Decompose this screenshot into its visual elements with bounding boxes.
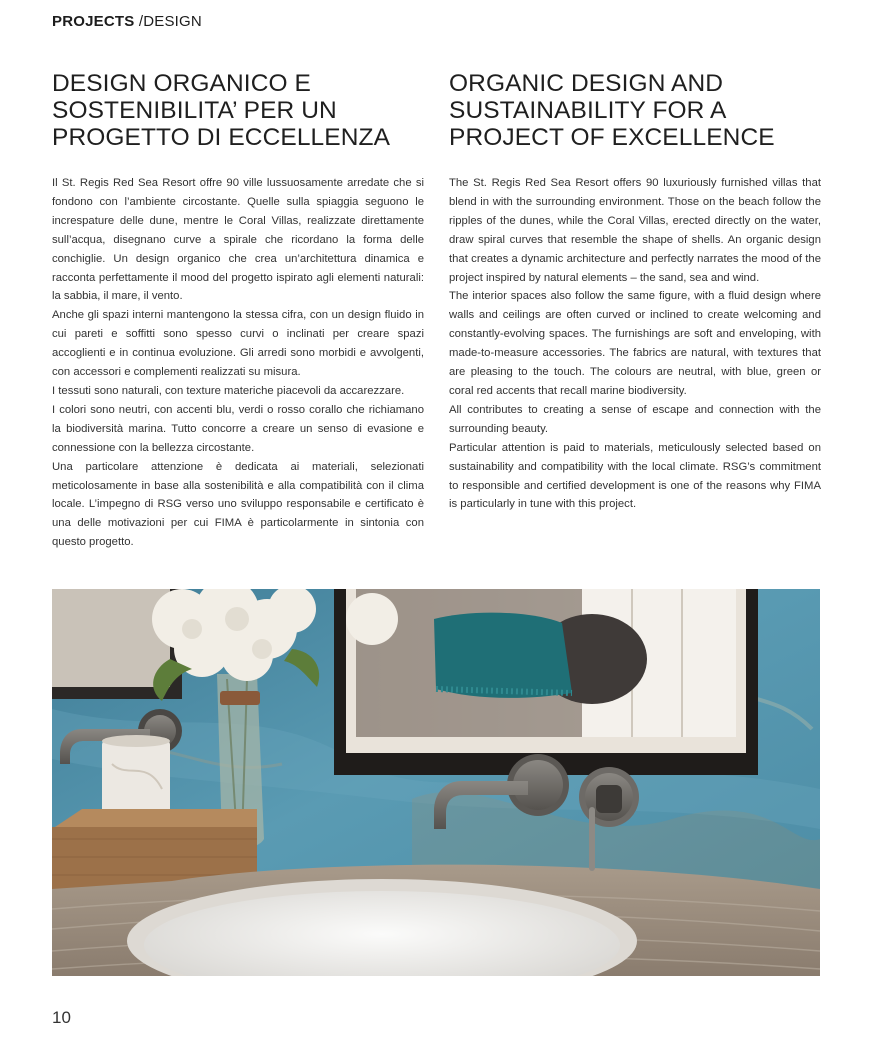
bathroom-photo-icon [52,589,820,976]
english-paragraph: The St. Regis Red Sea Resort offers 90 luxuriously furnished villas that blend in with the surrounding environment. Those on the beach follow the ripples of the dunes, while the Coral Villas, erected directly on the water, draw spiral curves that resemble the shape of shells. An organic design that creates a dynamic architecture and perfectly narrates the mood of the project inspired by natural elements – the sand, sea and wind. [449,177,821,284]
italian-paragraph: Il St. Regis Red Sea Resort offre 90 ville lussuosamente arredate che si fondono con l’ambiente circostante. Quelle sulla spiaggia seguono le increspature delle dune, mentre le Coral Villas, realizzate direttamente sull’acqua, disegnano curve a spirale che ricordano la forma delle conchiglie. Un design organico che crea un’architettura dinamica e racconta perfettamente il mood del progetto ispirato agli elementi naturali: la sabbia, il mare, il vento. [52,177,424,303]
italian-paragraph: I tessuti sono naturali, con texture materiche piacevoli da accarezzare. [52,384,405,397]
english-paragraph: Particular attention is paid to materials, meticulously selected based on sustainability and compatibility with the local climate. RSG’s commitment to responsible and certified development is one of the reasons why FIMA is particularly in tune with this project. [449,441,821,511]
english-title: ORGANIC DESIGN AND SUSTAINABILITY FOR A PROJECT OF EXCELLENCE [449,70,775,151]
breadcrumb-category: DESIGN [143,13,202,30]
breadcrumb [52,13,202,30]
bathroom-photo [52,589,820,976]
italian-body [52,174,424,552]
breadcrumb-section: PROJECTS [52,13,135,30]
italian-title: DESIGN ORGANICO E SOSTENIBILITA’ PER UN PROGETTO DI ECCELLENZA [52,70,391,151]
italian-paragraph: Una particolare attenzione è dedicata ai materiali, selezionati meticolosamente in base alla sostenibilità e alla compatibilità con il clima locale. L’impegno di RSG verso uno sviluppo responsabile e certificato è una delle motivazioni per cui FIMA è particolarmente in sintonia con questo progetto. [52,460,424,549]
italian-paragraph: I colori sono neutri, con accenti blu, verdi o rosso corallo che richiamano la biodiversità marina. Tutto concorre a creare un senso di evasione e connessione con la bellezza circostante. [52,403,424,454]
page-number: 10 [52,1008,71,1027]
english-column [449,70,821,514]
english-paragraph: All contributes to creating a sense of escape and connection with the surrounding beauty. [449,403,821,435]
breadcrumb-separator: / [134,13,144,30]
english-body [449,174,821,514]
italian-column [52,70,424,552]
english-paragraph: The interior spaces also follow the same figure, with a fluid design where walls and ceilings are often curved or inclined to create welcoming and constantly-evolving spaces. The furnishings are soft and enveloping, with made-to-measure accessories. The fabrics are natural, with textures that are pleasing to the touch. The colours are neutral, with blue, green or coral red accents that recall marine biodiversity. [449,290,821,397]
italian-paragraph: Anche gli spazi interni mantengono la stessa cifra, con un design fluido in cui pareti e soffitti sono spesso curvi o inclinati per creare spazi accoglienti e in continua evoluzione. Gli arredi sono morbidi e avvolgenti, con accessori e complementi realizzati su misura. [52,309,424,379]
